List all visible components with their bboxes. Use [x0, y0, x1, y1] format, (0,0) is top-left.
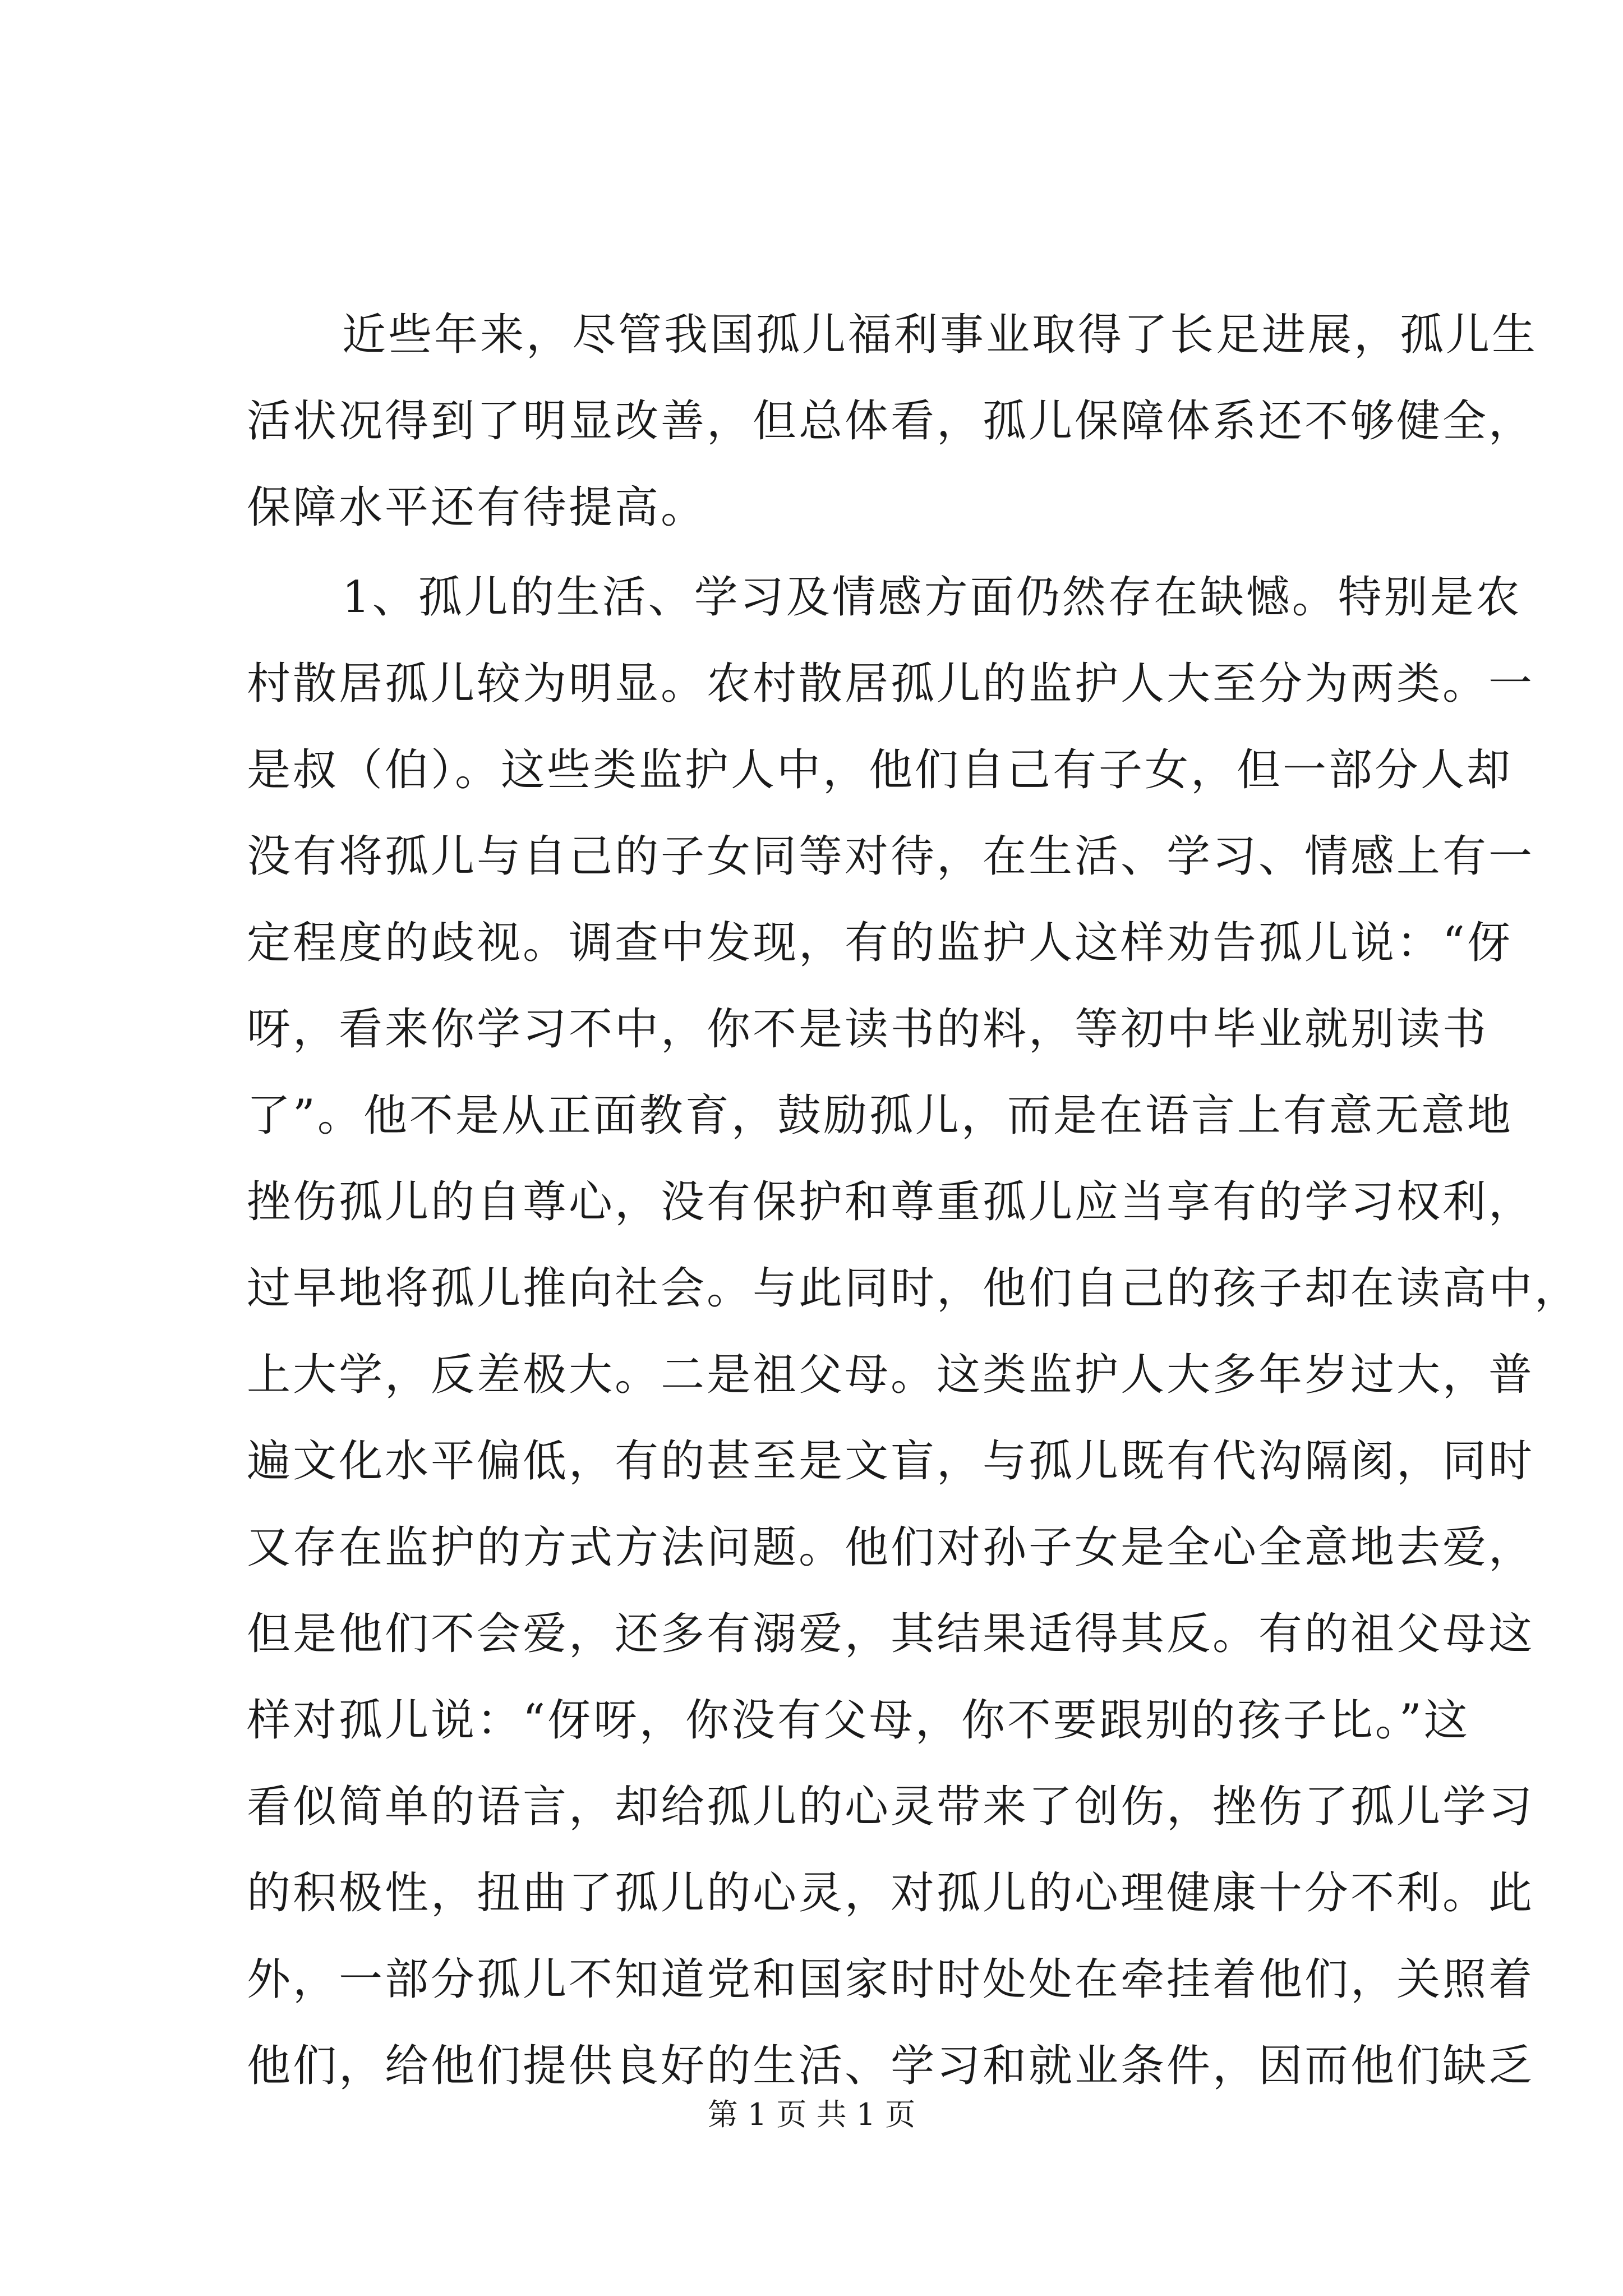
paragraph: [247, 554, 1581, 2109]
text-line: 村散居孤儿较为明显。农村散居孤儿的监护人大至分为两类。一: [247, 659, 1535, 709]
text-line: 保障水平还有待提高。: [247, 482, 707, 533]
text-line: 是叔（伯）。这些类监护人中，他们自己有子女，但一部分人却: [247, 745, 1513, 795]
text-line: 样对孤儿说：“伢呀，你没有父母，你不要跟别的孩子比。”这: [247, 1695, 1470, 1746]
text-line: 近些年来，尽管我国孤儿福利事业取得了长足进展，孤儿生: [342, 310, 1538, 360]
text-line: 他们，给他们提供良好的生活、学习和就业条件，因而他们缺乏: [247, 2041, 1535, 2091]
text-line: 的积极性，扭曲了孤儿的心灵，对孤儿的心理健康十分不利。此: [247, 1868, 1535, 1918]
text-line: 挫伤孤儿的自尊心，没有保护和尊重孤儿应当享有的学习权利，: [247, 1177, 1535, 1227]
text-line: 外，一部分孤儿不知道党和国家时时处处在牵挂着他们，关照着: [247, 1954, 1535, 2005]
text-line: 过早地将孤儿推向社会。与此同时，他们自己的孩子却在读高中，: [247, 1263, 1581, 1314]
text-line: 活状况得到了明显改善，但总体看，孤儿保障体系还不够健全，: [247, 396, 1535, 447]
text-line: 没有将孤儿与自己的子女同等对待，在生活、学习、情感上有一: [247, 831, 1535, 882]
page-number-label: 第 1 页 共 1 页: [707, 2097, 916, 2132]
text-line: 又存在监护的方式方法问题。他们对孙子女是全心全意地去爱，: [247, 1522, 1535, 1573]
document-body: [247, 292, 1581, 2109]
text-line: 遍文化水平偏低，有的甚至是文盲，与孤儿既有代沟隔阂，同时: [247, 1436, 1535, 1487]
text-line: 呀，看来你学习不中，你不是读书的料，等初中毕业就别读书: [247, 1004, 1489, 1055]
text-line: 了”。他不是从正面教育，鼓励孤儿，而是在语言上有意无意地: [247, 1091, 1513, 1141]
text-line: 定程度的歧视。调查中发现，有的监护人这样劝告孤儿说：“伢: [247, 918, 1513, 968]
page-footer: [0, 2095, 1623, 2134]
paragraph: [247, 292, 1538, 551]
text-line: 看似简单的语言，却给孤儿的心灵带来了创伤，挫伤了孤儿学习: [247, 1782, 1535, 1832]
text-line: 1、孤儿的生活、学习及情感方面仍然存在缺憾。特别是农: [342, 572, 1522, 623]
text-line: 但是他们不会爱，还多有溺爱，其结果适得其反。有的祖父母这: [247, 1609, 1535, 1659]
text-line: 上大学，反差极大。二是祖父母。这类监护人大多年岁过大，普: [247, 1350, 1535, 1400]
